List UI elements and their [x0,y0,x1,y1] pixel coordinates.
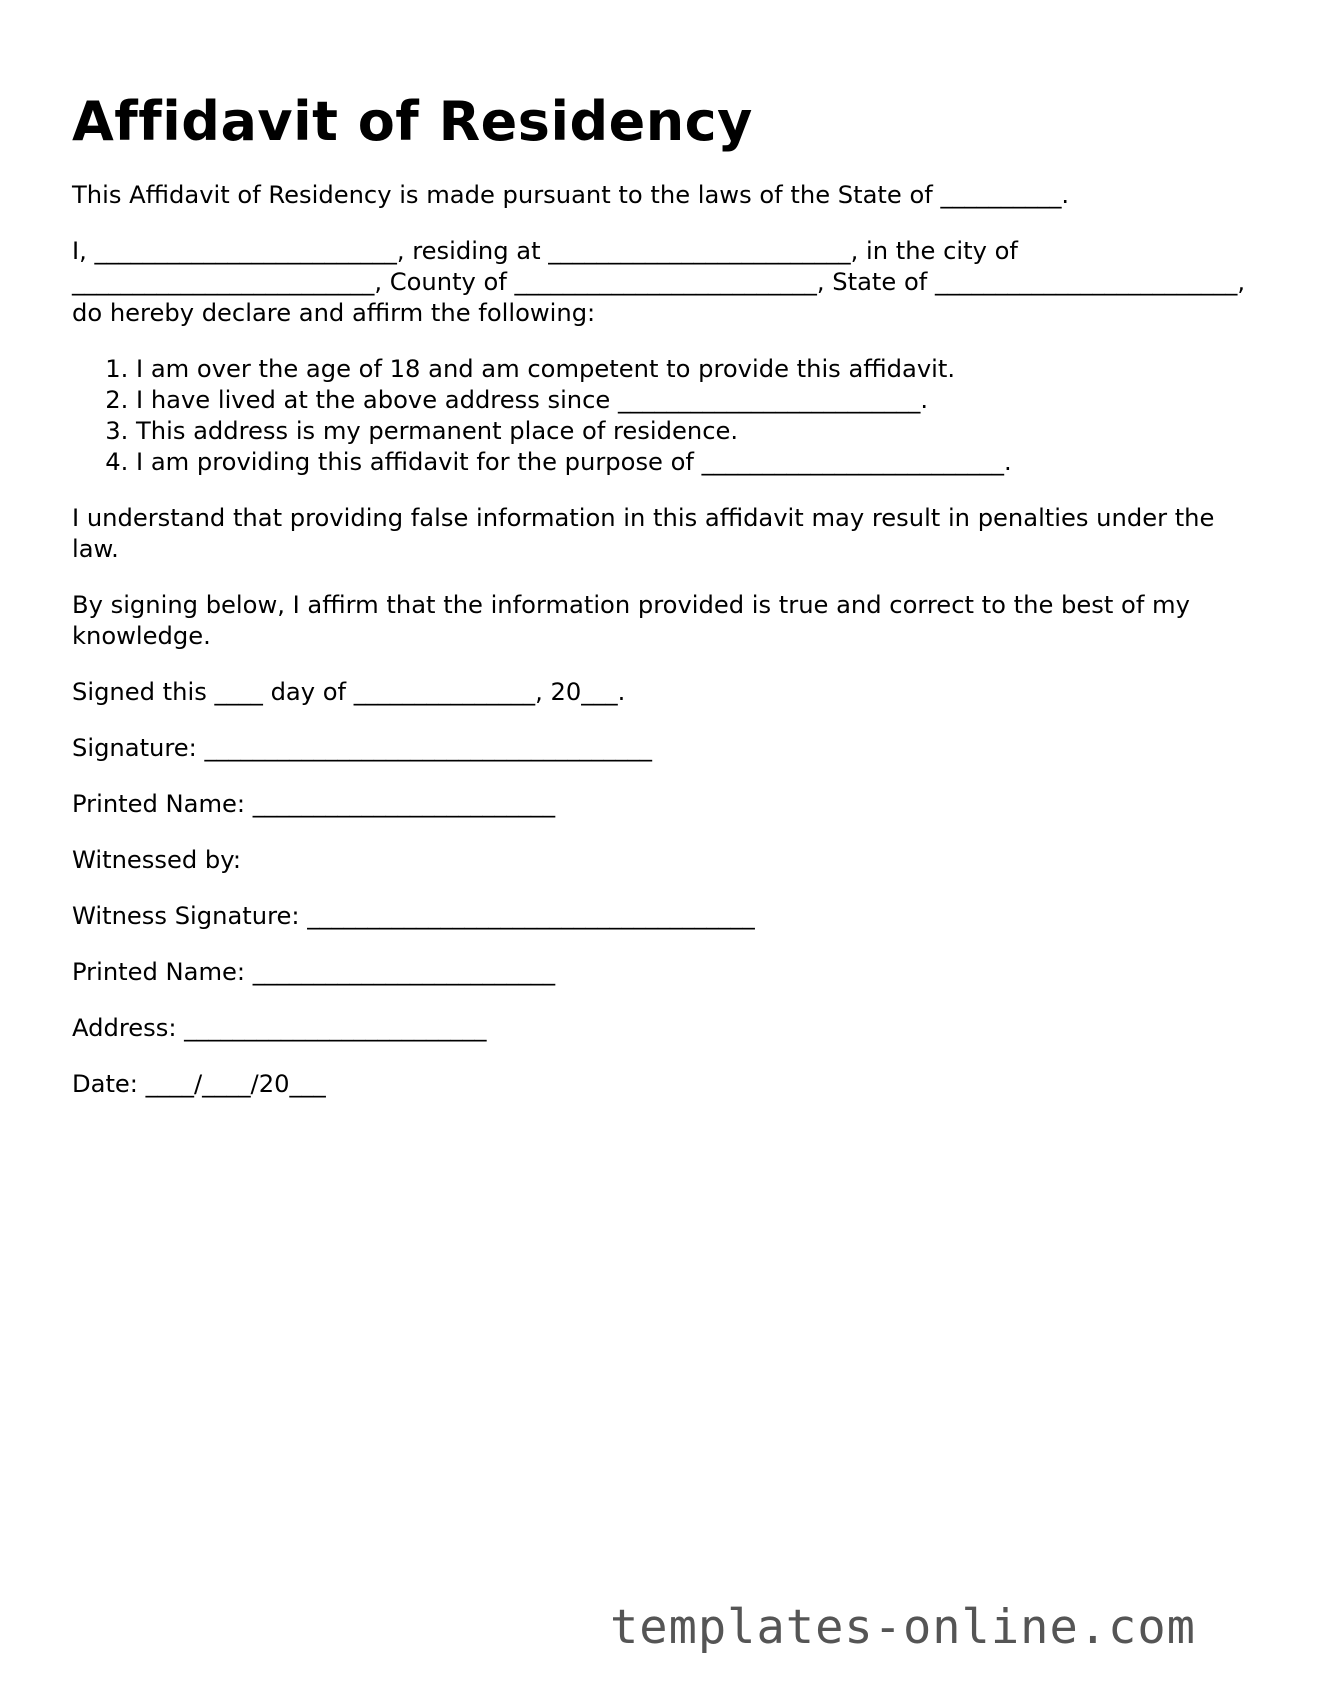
document-title: Affidavit of Residency [72,90,753,153]
printed-name-line: Printed Name: _________________________ [72,790,556,818]
list-item: 2. I have lived at the above address since _________________________. [136,385,1252,416]
witnessed-by-label: Witnessed by: [72,846,241,874]
intro-paragraph: This Affidavit of Residency is made pursuant to the laws of the State of __________. [72,181,1070,209]
list-item: 1. I am over the age of 18 and am competent to provide this affidavit. [136,354,1252,385]
declaration-paragraph: I, _________________________, residing at _________________________, in the city of _________________________, County of _________________________, State of _________________________, do hereby declare and affirm the following: [72,237,1246,327]
affirmation-paragraph: By signing below, I affirm that the information provided is true and correct to the best of my knowledge. [72,591,1190,650]
understanding-paragraph: I understand that providing false information in this affidavit may result in penalties under the law. [72,504,1215,563]
watermark: templates-online.com [610,1600,1196,1655]
witness-printed-name-line: Printed Name: _________________________ [72,958,556,986]
signed-date-line: Signed this ____ day of _______________, 20___. [72,678,626,706]
list-item: 3. This address is my permanent place of residence. [136,416,1252,447]
witness-date-line: Date: ____/____/20___ [72,1070,326,1098]
list-item: 4. I am providing this affidavit for the purpose of _________________________. [136,447,1252,478]
document-page [72,86,1252,1125]
signature-line: Signature: _____________________________________ [72,734,652,762]
witness-signature-line: Witness Signature: _____________________________________ [72,902,755,930]
witness-address-line: Address: _________________________ [72,1014,487,1042]
affirmation-list [72,354,1252,478]
